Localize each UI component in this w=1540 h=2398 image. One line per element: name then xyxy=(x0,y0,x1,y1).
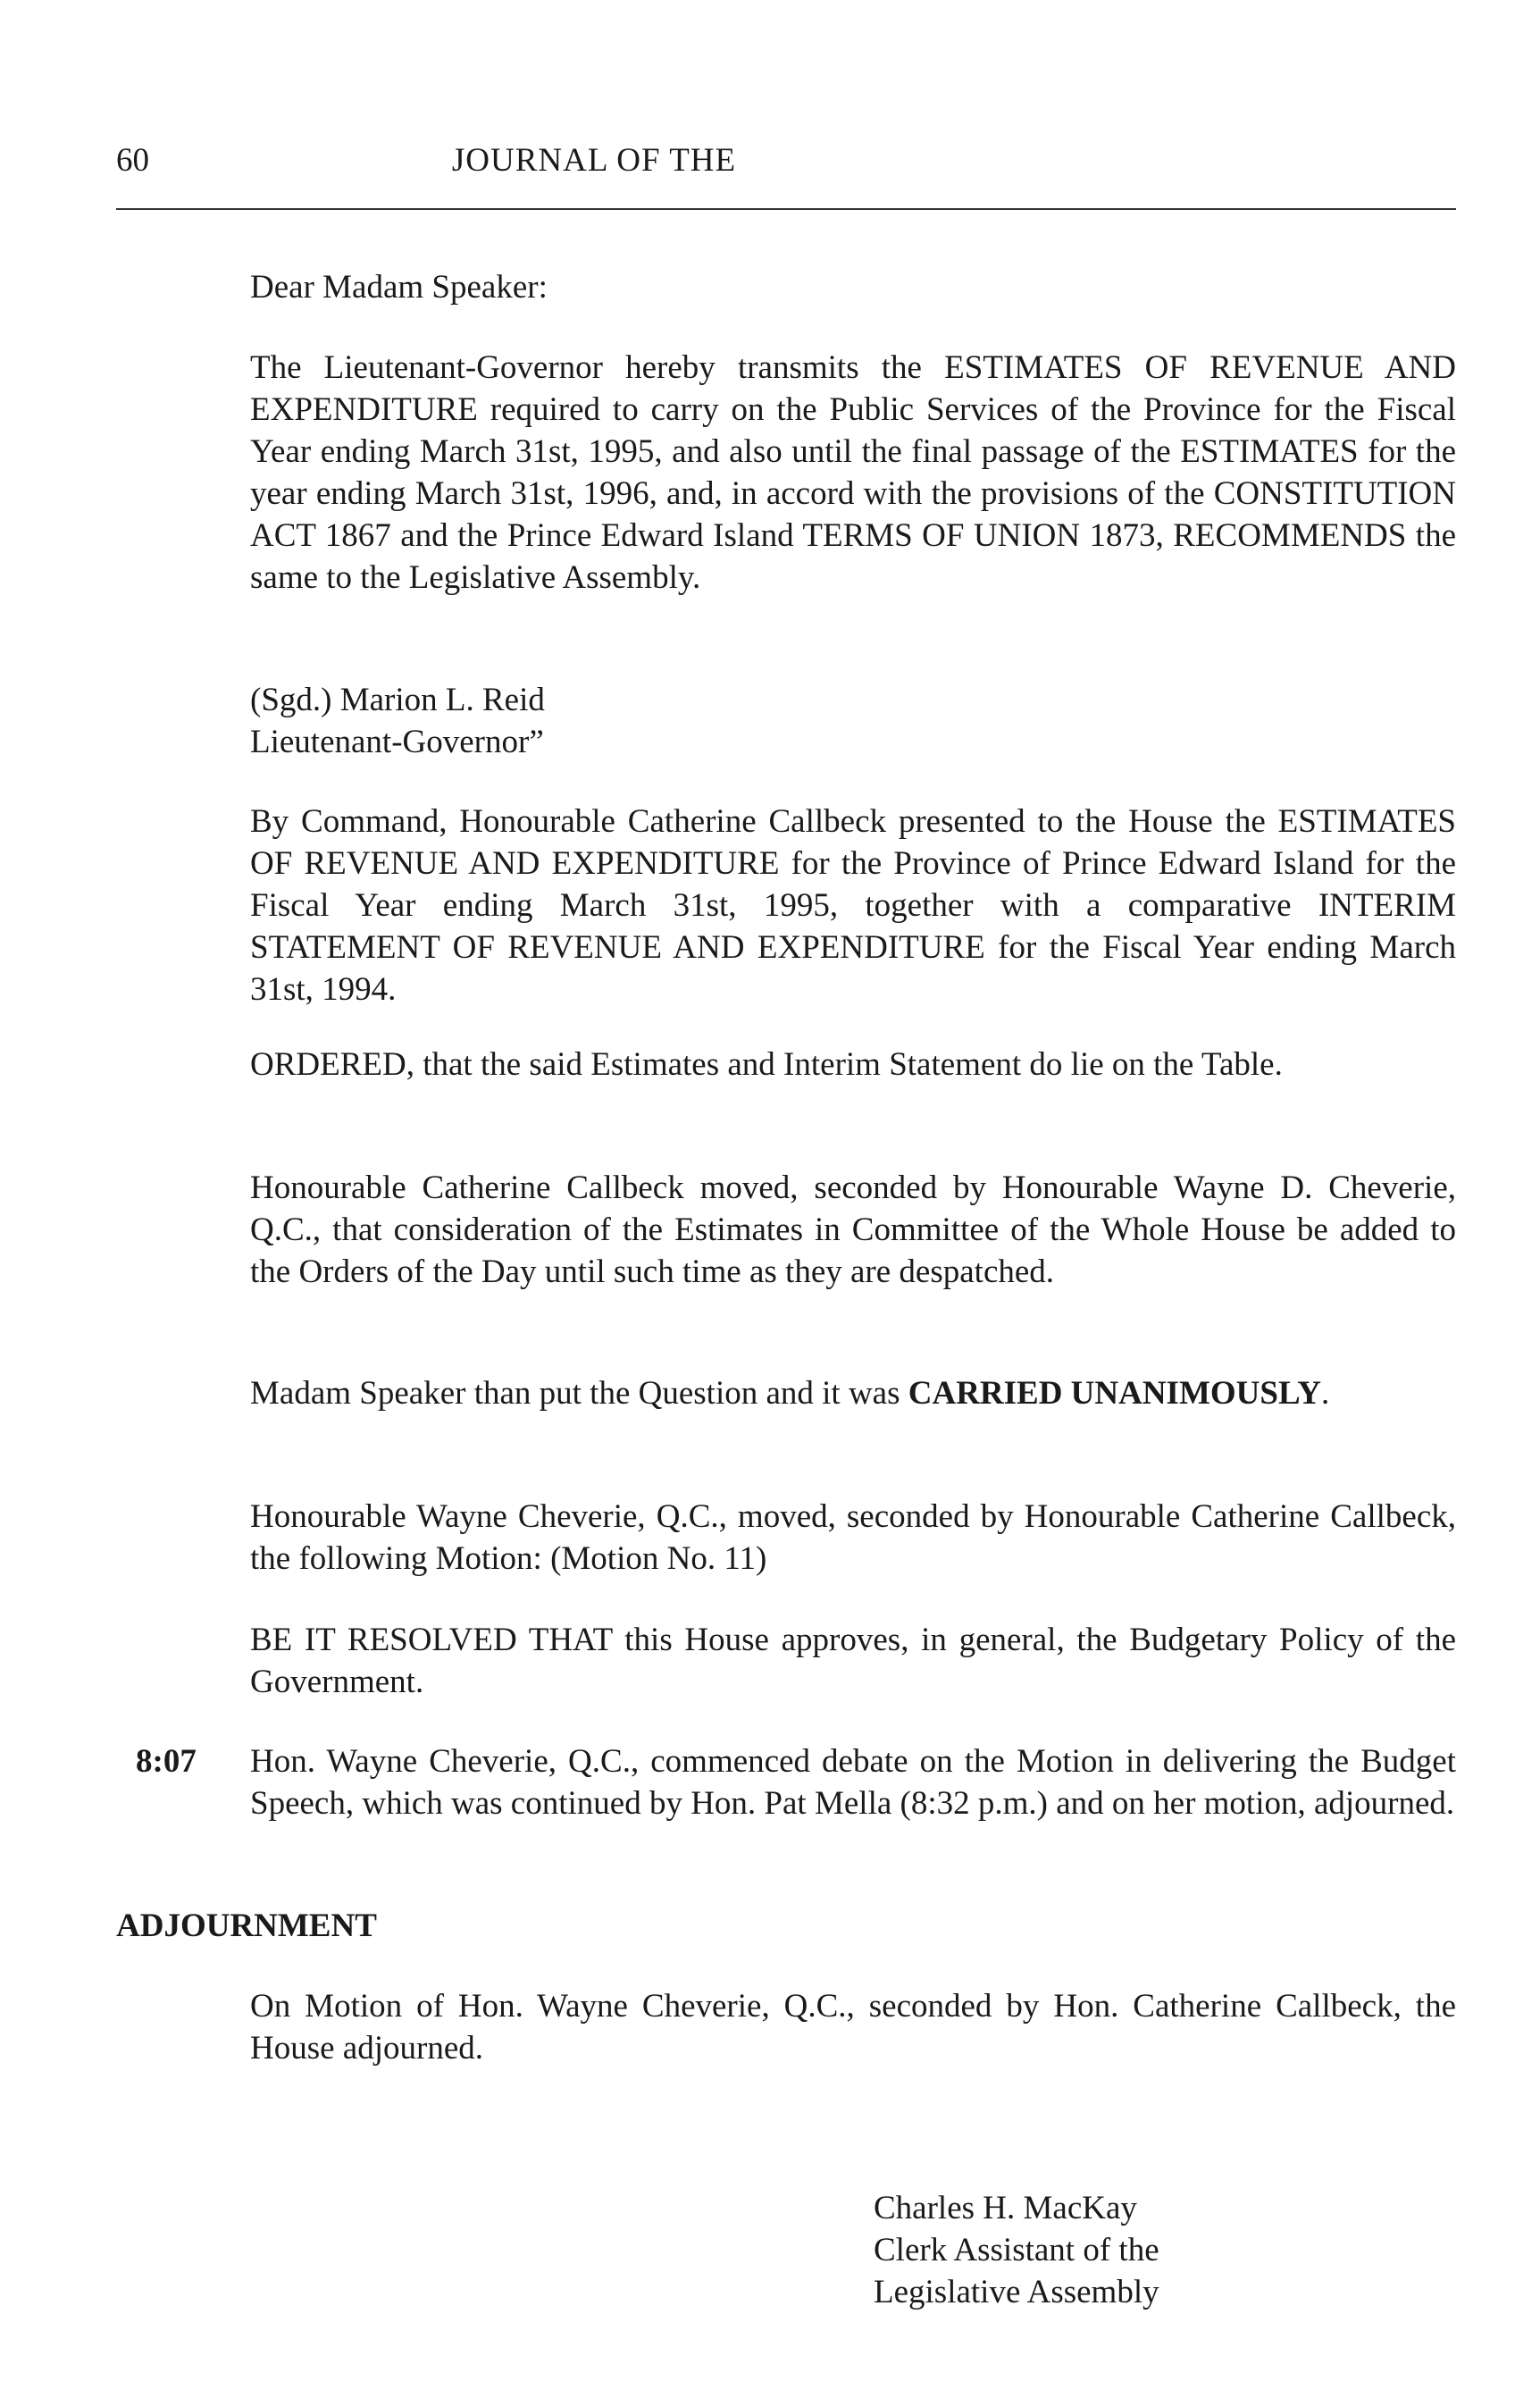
ordered-paragraph: ORDERED, that the said Estimates and Interim Statement do lie on the Table. xyxy=(250,1046,1283,1083)
budget-motion-paragraph: Honourable Wayne Cheverie, Q.C., moved, seconded by Honourable Catherine Callbeck, the following Motion: (Motion No. 11) xyxy=(250,1498,1456,1577)
clerk-title-line-2: Legislative Assembly xyxy=(874,2274,1159,2310)
page-number: 60 xyxy=(116,142,149,179)
question-result: CARRIED UNANIMOUSLY xyxy=(908,1375,1321,1412)
clerk-title-line-1: Clerk Assistant of the xyxy=(874,2232,1159,2268)
question-end: . xyxy=(1320,1375,1330,1412)
debate-paragraph: Hon. Wayne Cheverie, Q.C., commenced debate on the Motion in delivering the Budget Speech, which was continued by Hon. Pat Mella (8:32 p.m.) and on her motion, adjourned. xyxy=(250,1743,1456,1822)
debate-time: 8:07 xyxy=(136,1743,197,1780)
question-text: Madam Speaker than put the Question and it was xyxy=(250,1375,908,1412)
salutation: Dear Madam Speaker: xyxy=(250,269,548,306)
message-signature-name: (Sgd.) Marion L. Reid xyxy=(250,682,545,718)
message-signature-title: Lieutenant-Governor” xyxy=(250,724,544,760)
clerk-signature-block xyxy=(874,2187,1159,2313)
resolution-paragraph: BE IT RESOLVED THAT this House approves, in general, the Budgetary Policy of the Government. xyxy=(250,1622,1456,1700)
header-rule xyxy=(116,208,1456,210)
question-paragraph xyxy=(250,1372,1456,1414)
consideration-motion-paragraph: Honourable Catherine Callbeck moved, seconded by Honourable Wayne D. Cheverie, Q.C., that consideration of the Estimates in Committee of the Whole House be added to the Orders of the Day until such time as they are despatched. xyxy=(250,1170,1456,1290)
message-signature xyxy=(250,679,1456,763)
running-head: JOURNAL OF THE xyxy=(451,142,737,179)
by-command-paragraph: By Command, Honourable Catherine Callbeck presented to the House the ESTIMATES OF REVENUE AND EXPENDITURE for the Province of Prince Edward Island for the Fiscal Year ending March 31st, 1995, together with a comparative INTERIM STATEMENT OF REVENUE AND EXPENDITURE for the Fiscal Year ending March 31st, 1994. xyxy=(250,803,1456,1008)
clerk-name: Charles H. MacKay xyxy=(874,2190,1137,2226)
lieutenant-governor-message: The Lieutenant-Governor hereby transmits the ESTIMATES OF REVENUE AND EXPENDITURE required to carry on the Public Services of the Province for the Fiscal Year ending March 31st, 1995, and also until the final passage of the ESTIMATES for the year ending March 31st, 1996, and, in accord with the provisions of the CONSTITUTION ACT 1867 and the Prince Edward Island TERMS OF UNION 1873, RECOMMENDS the same to the Legislative Assembly. xyxy=(250,349,1456,596)
page-header xyxy=(116,134,1456,188)
adjournment-paragraph: On Motion of Hon. Wayne Cheverie, Q.C., seconded by Hon. Catherine Callbeck, the House adjourned. xyxy=(250,1988,1456,2067)
adjournment-heading: ADJOURNMENT xyxy=(116,1908,377,1944)
